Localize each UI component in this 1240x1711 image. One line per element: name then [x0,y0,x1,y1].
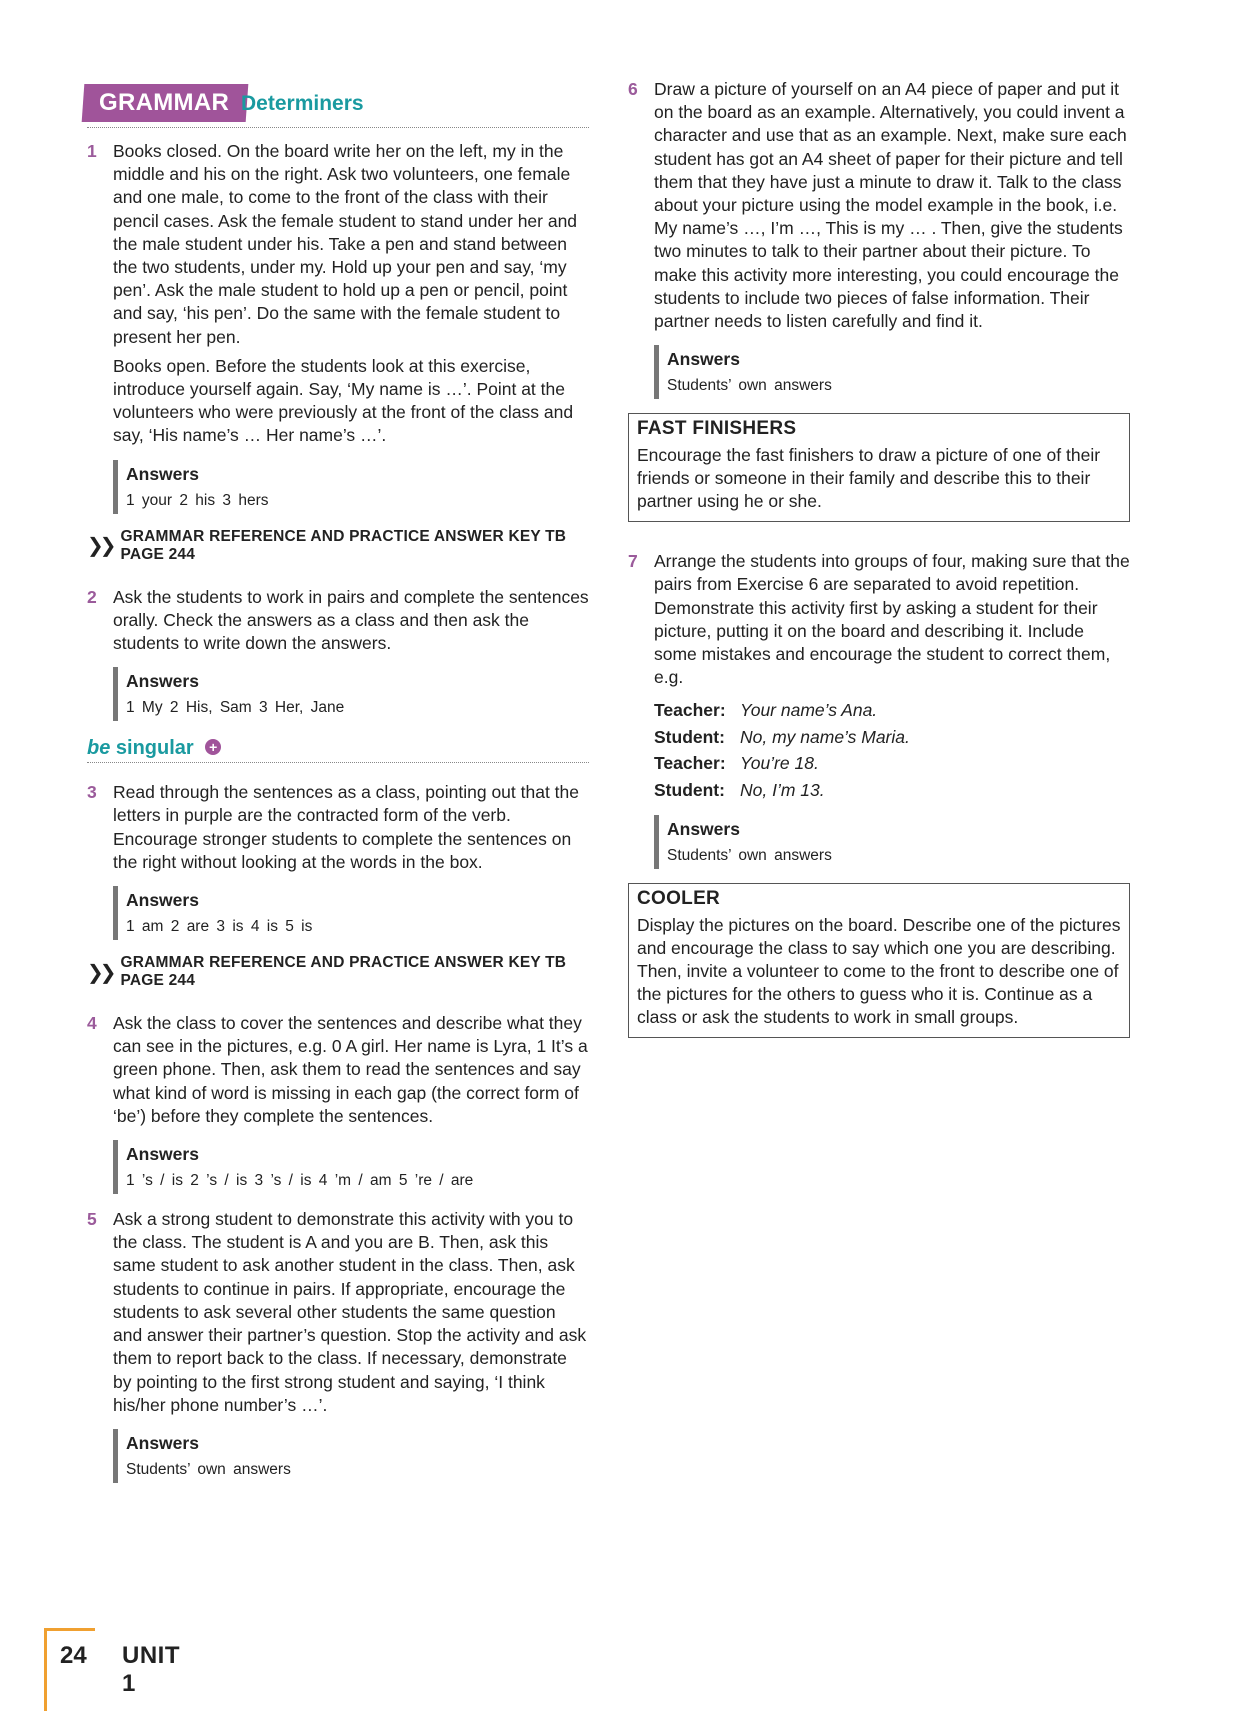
dialogue-text: No, my name’s Maria. [740,726,910,747]
exercise-5 [87,1208,589,1417]
dotted-divider [87,762,589,763]
exercise-paragraph: Arrange the students into groups of four, making sure that the pairs from Exercise 6 are separated to avoid repetition. Demonstrate this activity first by asking a student for their picture, putting it on the board and describing it. Include some mistakes and encourage the student to correct them, e.g. [654,551,1130,688]
double-chevron-icon: ❯❯ [87,961,113,984]
exercise-paragraph: Ask the class to cover the sentences and describe what they can see in the pictures, e.g. 0 A girl. Her name is Lyra, 1 It’s a green phone. Then, ask them to read the sentences and say what kind of word is missing in each gap (the correct form of ‘be’) before they complete the sentences. [113,1013,588,1126]
box-body: Encourage the fast finishers to draw a picture of one of their friends or someone in their family and describe this to their partner using he or she. [637,445,1101,512]
subheading-be-singular [87,735,589,769]
exercise-paragraph: Ask the students to work in pairs and complete the sentences orally. Check the answers as a class and then ask the students to write down the answers. [113,586,589,654]
dialogue-speaker: Teacher: [654,753,726,774]
dialogue-line [654,697,1130,724]
answers-text: Students’ own answers [667,377,832,395]
exercise-2 [87,586,589,656]
answers-box [113,886,589,940]
answers-text: Students’ own answers [126,1460,291,1478]
exercise-number: 1 [87,141,97,161]
dialogue-text: You’re 18. [740,753,819,774]
exercise-number: 4 [87,1013,97,1034]
dialogue-text: No, I’m 13. [740,779,825,800]
plus-icon: + [205,739,221,755]
exercise-number: 6 [628,79,638,99]
answers-text: Students’ own answers [667,847,832,865]
answers-box [113,667,589,721]
reference-text: GRAMMAR REFERENCE AND PRACTICE ANSWER KEY TB PAGE 244 [120,954,567,990]
dialogue-line [654,750,1130,777]
subheading-be: be [87,737,111,760]
unit-label: UNIT 1 [122,1642,180,1697]
dialogue [654,697,1130,803]
dialogue-speaker: Student: [654,726,725,747]
grammar-reference-link [87,954,589,990]
exercise-paragraph: Books open. Before the students look at this exercise, introduce yourself again. Say, ‘My name is …’. Point at the volunteers who were previously at the front of the class and say, ‘His name’s … Her name’s …’. [113,355,574,446]
answers-label: Answers [126,671,199,692]
section-title: Determiners [241,92,364,115]
page-number: 24 [60,1642,87,1669]
dialogue-line [654,777,1130,804]
answers-text: 1 My 2 His, Sam 3 Her, Jane [126,699,345,717]
dialogue-speaker: Teacher: [654,700,726,721]
exercise-number: 3 [87,782,97,803]
box-title: FAST FINISHERS [637,418,797,440]
subheading-rest: singular [115,737,194,760]
exercise-paragraph: Draw a picture of yourself on an A4 piece of paper and put it on the board as an example. Alternatively, you could invent a character and use that as an example. Next, make sure each student has got an A4 sheet of paper for their picture and tell them that they have just a minute to draw it. Talk to the class about your picture using the model example in the book, i.e. My name’s …, I’m …, This is my … . Then, give the students two minutes to talk to their partner about their picture. To make this activity more interesting, you could encourage the students to include two pieces of false information. Their partner needs to listen carefully and find it. [654,79,1127,332]
answers-label: Answers [667,819,740,840]
answers-label: Answers [126,1432,199,1453]
answers-label: Answers [126,1144,199,1165]
box-body: Display the pictures on the board. Describe one of the pictures and encourage the class to say which one you are describing. Then, invite a volunteer to come to the front to describe one of the pictures for the others to guess who it is. Continue as a class or ask the students to work in small groups. [637,915,1121,1028]
answers-text: 1 ’s / is 2 ’s / is 3 ’s / is 4 ’m / am 5 ’re / are [126,1172,474,1190]
exercise-paragraph: Books closed. On the board write her on the left, my in the middle and his on the right. Ask two volunteers, one female and one male, to come to the front of the class with their pencil cases. Ask the female student to stand under her and the male student under his. Take a pen and stand between the two students, under my. Hold up your pen and say, ‘my pen’. Ask the male student to hold up a pen or pencil, point and say, ‘his pen’. Do the same with the female student to present her pen. [113,141,578,347]
grammar-header [87,78,589,134]
exercise-number: 5 [87,1209,97,1230]
exercise-7 [628,550,1130,803]
answers-label: Answers [667,349,740,370]
exercise-6 [628,78,1130,333]
answers-box [113,1429,589,1483]
right-column [628,78,1130,1066]
exercise-1 [87,140,589,448]
exercise-number: 7 [628,551,638,572]
exercise-4 [87,1012,589,1128]
subheading-text [87,737,221,760]
dialogue-text: Your name’s Ana. [740,700,878,721]
answers-box [654,815,1130,869]
fast-finishers-box [628,413,1130,522]
box-title: COOLER [637,888,721,910]
reference-text: GRAMMAR REFERENCE AND PRACTICE ANSWER KEY TB PAGE 244 [120,527,567,563]
cooler-box [628,883,1130,1038]
dotted-divider [87,127,589,128]
answers-text: 1 your 2 his 3 hers [126,491,269,509]
left-column [87,78,589,1497]
answers-label: Answers [126,463,199,484]
answers-label: Answers [126,890,199,911]
answers-text: 1 am 2 are 3 is 4 is 5 is [126,918,313,936]
exercise-3 [87,781,589,874]
answers-box [654,345,1130,399]
exercise-number: 2 [87,586,97,607]
answers-box [113,460,589,514]
grammar-reference-link [87,528,589,564]
answers-box [113,1140,589,1194]
double-chevron-icon: ❯❯ [87,535,113,558]
exercise-paragraph: Ask a strong student to demonstrate this activity with you to the class. The student is A and you are B. Then, ask this same student to ask another student in the class. Then, ask students to continue in pairs. If appropriate, encourage the students to ask several other students the same question and answer their partner’s question. Stop the activity and ask them to report back to the class. If necessary, demonstrate by pointing to the first strong student and saying, ‘I think his/her phone number’s …’. [113,1209,587,1415]
exercise-paragraph: Read through the sentences as a class, pointing out that the letters in purple are the contracted form of the verb. Encourage stronger students to complete the sentences on the right without looking at the words in the box. [113,782,580,872]
grammar-tag: GRAMMAR [82,84,249,122]
dialogue-line [654,724,1130,751]
dialogue-speaker: Student: [654,779,725,800]
